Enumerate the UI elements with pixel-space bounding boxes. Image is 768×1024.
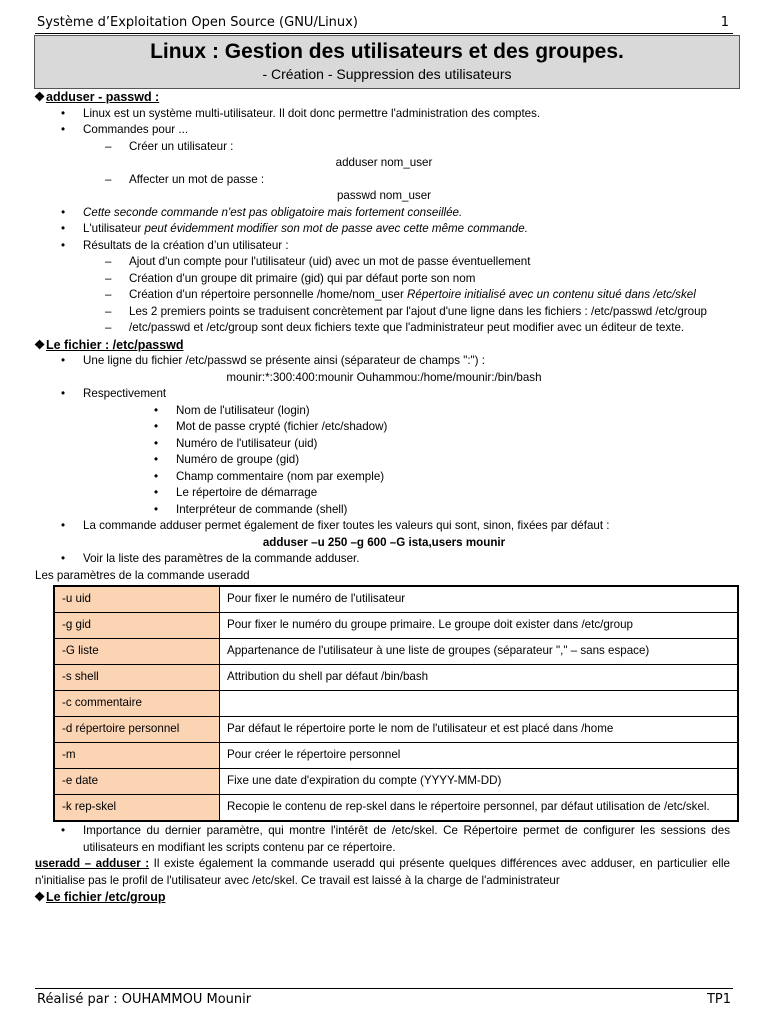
param-desc: Fixe une date d'expiration du compte (YYYY-MM-DD) <box>220 769 739 795</box>
field-item: • Champ commentaire (nom par exemple) <box>176 469 768 486</box>
page-footer <box>35 988 733 1009</box>
table-row <box>54 743 738 769</box>
list-item: – Affecter un mot de passe : <box>129 172 730 189</box>
list-item: – Les 2 premiers points se traduisent concrètement par l'ajout d'une ligne dans les fichiers : /etc/passwd /etc/group <box>129 304 730 321</box>
section-heading-adduser: ❖adduser - passwd : <box>34 90 160 104</box>
table-row <box>54 717 738 743</box>
table-row <box>54 665 738 691</box>
list-item: – Création d'un groupe dit primaire (gid) qui par défaut porte son nom <box>129 271 730 288</box>
list-item: – Créer un utilisateur : <box>129 139 730 156</box>
adduser-example: adduser –u 250 –g 600 –G ista,users mounir <box>262 535 506 549</box>
param-desc <box>220 691 739 717</box>
param-desc: Par défaut le répertoire porte le nom de l'utilisateur et est placé dans /home <box>220 717 739 743</box>
param-key: -s shell <box>54 665 220 691</box>
useradd-paragraph: useradd – adduser : Il existe également la commande useradd qui présente quelques différences avec adduser, en particulier elle n'initialise pas le profil de l'utilisateur avec /etc/skel. Ce travail est laissé à la charge de l'administrateur <box>35 857 730 887</box>
list-item: • Linux est un système multi-utilisateur. Il doit donc permettre l'administration des comptes. <box>83 106 730 123</box>
param-desc: Pour créer le répertoire personnel <box>220 743 739 769</box>
table-caption: Les paramètres de la commande useradd <box>35 568 250 582</box>
page-header <box>35 15 733 34</box>
field-item: • Interpréteur de commande (shell) <box>176 502 768 519</box>
section-heading-passwd-file: ❖Le fichier : /etc/passwd <box>34 337 184 352</box>
field-item: • Numéro de groupe (gid) <box>176 452 768 469</box>
field-item: • Nom de l'utilisateur (login) <box>176 403 768 420</box>
list-item: • Cette seconde commande n'est pas obligatoire mais fortement conseillée. <box>83 205 730 222</box>
useradd-parameters-table <box>53 585 739 822</box>
table-row <box>54 639 738 665</box>
list-item: – Création d'un répertoire personnelle /home/nom_user Répertoire initialisé avec un contenu situé dans /etc/skel <box>129 287 730 304</box>
field-item: • Le répertoire de démarrage <box>176 485 768 502</box>
command-adduser: adduser nom_user <box>335 156 433 169</box>
footer-author: Réalisé par : OUHAMMOU Mounir <box>37 992 252 1007</box>
command-passwd: passwd nom_user <box>336 189 432 202</box>
param-key: -g gid <box>54 613 220 639</box>
param-key: -u uid <box>54 586 220 613</box>
diamond-bullet-icon: ❖ <box>34 890 46 904</box>
param-key: -c commentaire <box>54 691 220 717</box>
param-key: -G liste <box>54 639 220 665</box>
table-row <box>54 769 738 795</box>
document-body <box>0 89 768 906</box>
passwd-line-example: mounir:*:300:400:mounir Ouhammou:/home/mounir:/bin/bash <box>226 370 542 384</box>
field-item: • Numéro de l'utilisateur (uid) <box>176 436 768 453</box>
field-item: • Mot de passe crypté (fichier /etc/shadow) <box>176 419 768 436</box>
diamond-bullet-icon: ❖ <box>34 90 46 104</box>
section-heading-group-file: ❖Le fichier /etc/group <box>34 890 166 904</box>
table-row <box>54 691 738 717</box>
table-row <box>54 586 738 613</box>
diamond-bullet-icon: ❖ <box>34 337 46 352</box>
param-key: -k rep-skel <box>54 795 220 822</box>
list-item: – Ajout d'un compte pour l'utilisateur (uid) avec un mot de passe éventuellement <box>129 254 730 271</box>
header-course-title: Système d’Exploitation Open Source (GNU/Linux) <box>37 15 358 30</box>
list-item: • Une ligne du fichier /etc/passwd se présente ainsi (séparateur de champs ":") : <box>83 353 730 370</box>
table-row <box>54 795 738 822</box>
param-desc: Recopie le contenu de rep-skel dans le répertoire personnel, par défaut utilisation de /etc/skel. <box>220 795 739 822</box>
footer-label: TP1 <box>706 992 731 1007</box>
document-title: Linux : Gestion des utilisateurs et des groupes. <box>150 40 624 63</box>
list-item: • Respectivement <box>83 386 730 403</box>
param-desc: Attribution du shell par défaut /bin/bash <box>220 665 739 691</box>
page-number: 1 <box>720 15 729 30</box>
list-item: • L'utilisateur peut évidemment modifier son mot de passe avec cette même commande. <box>83 221 730 238</box>
param-desc: Pour fixer le numéro de l'utilisateur <box>220 586 739 613</box>
list-item: • Résultats de la création d’un utilisateur : <box>83 238 730 255</box>
table-row <box>54 613 738 639</box>
param-desc: Pour fixer le numéro du groupe primaire. Le groupe doit exister dans /etc/group <box>220 613 739 639</box>
title-box <box>34 35 740 89</box>
param-desc: Appartenance de l'utilisateur à une liste de groupes (séparateur "," – sans espace) <box>220 639 739 665</box>
document-subtitle: - Création - Suppression des utilisateurs <box>262 66 512 82</box>
list-item: • La commande adduser permet également de fixer toutes les valeurs qui sont, sinon, fixées par défaut : <box>83 518 730 535</box>
list-item: – /etc/passwd et /etc/group sont deux fichiers texte que l'administrateur peut modifier avec un éditeur de texte. <box>129 320 730 337</box>
list-item: • Importance du dernier paramètre, qui montre l'intérêt de /etc/skel. Ce Répertoire permet de configurer les sessions des utilisateurs en modifiant les scripts contenu par ce répertoire. <box>83 823 730 856</box>
list-item: • Voir la liste des paramètres de la commande adduser. <box>83 551 730 568</box>
list-item: • Commandes pour ... <box>83 122 730 139</box>
param-key: -m <box>54 743 220 769</box>
param-key: -e date <box>54 769 220 795</box>
param-key: -d répertoire personnel <box>54 717 220 743</box>
